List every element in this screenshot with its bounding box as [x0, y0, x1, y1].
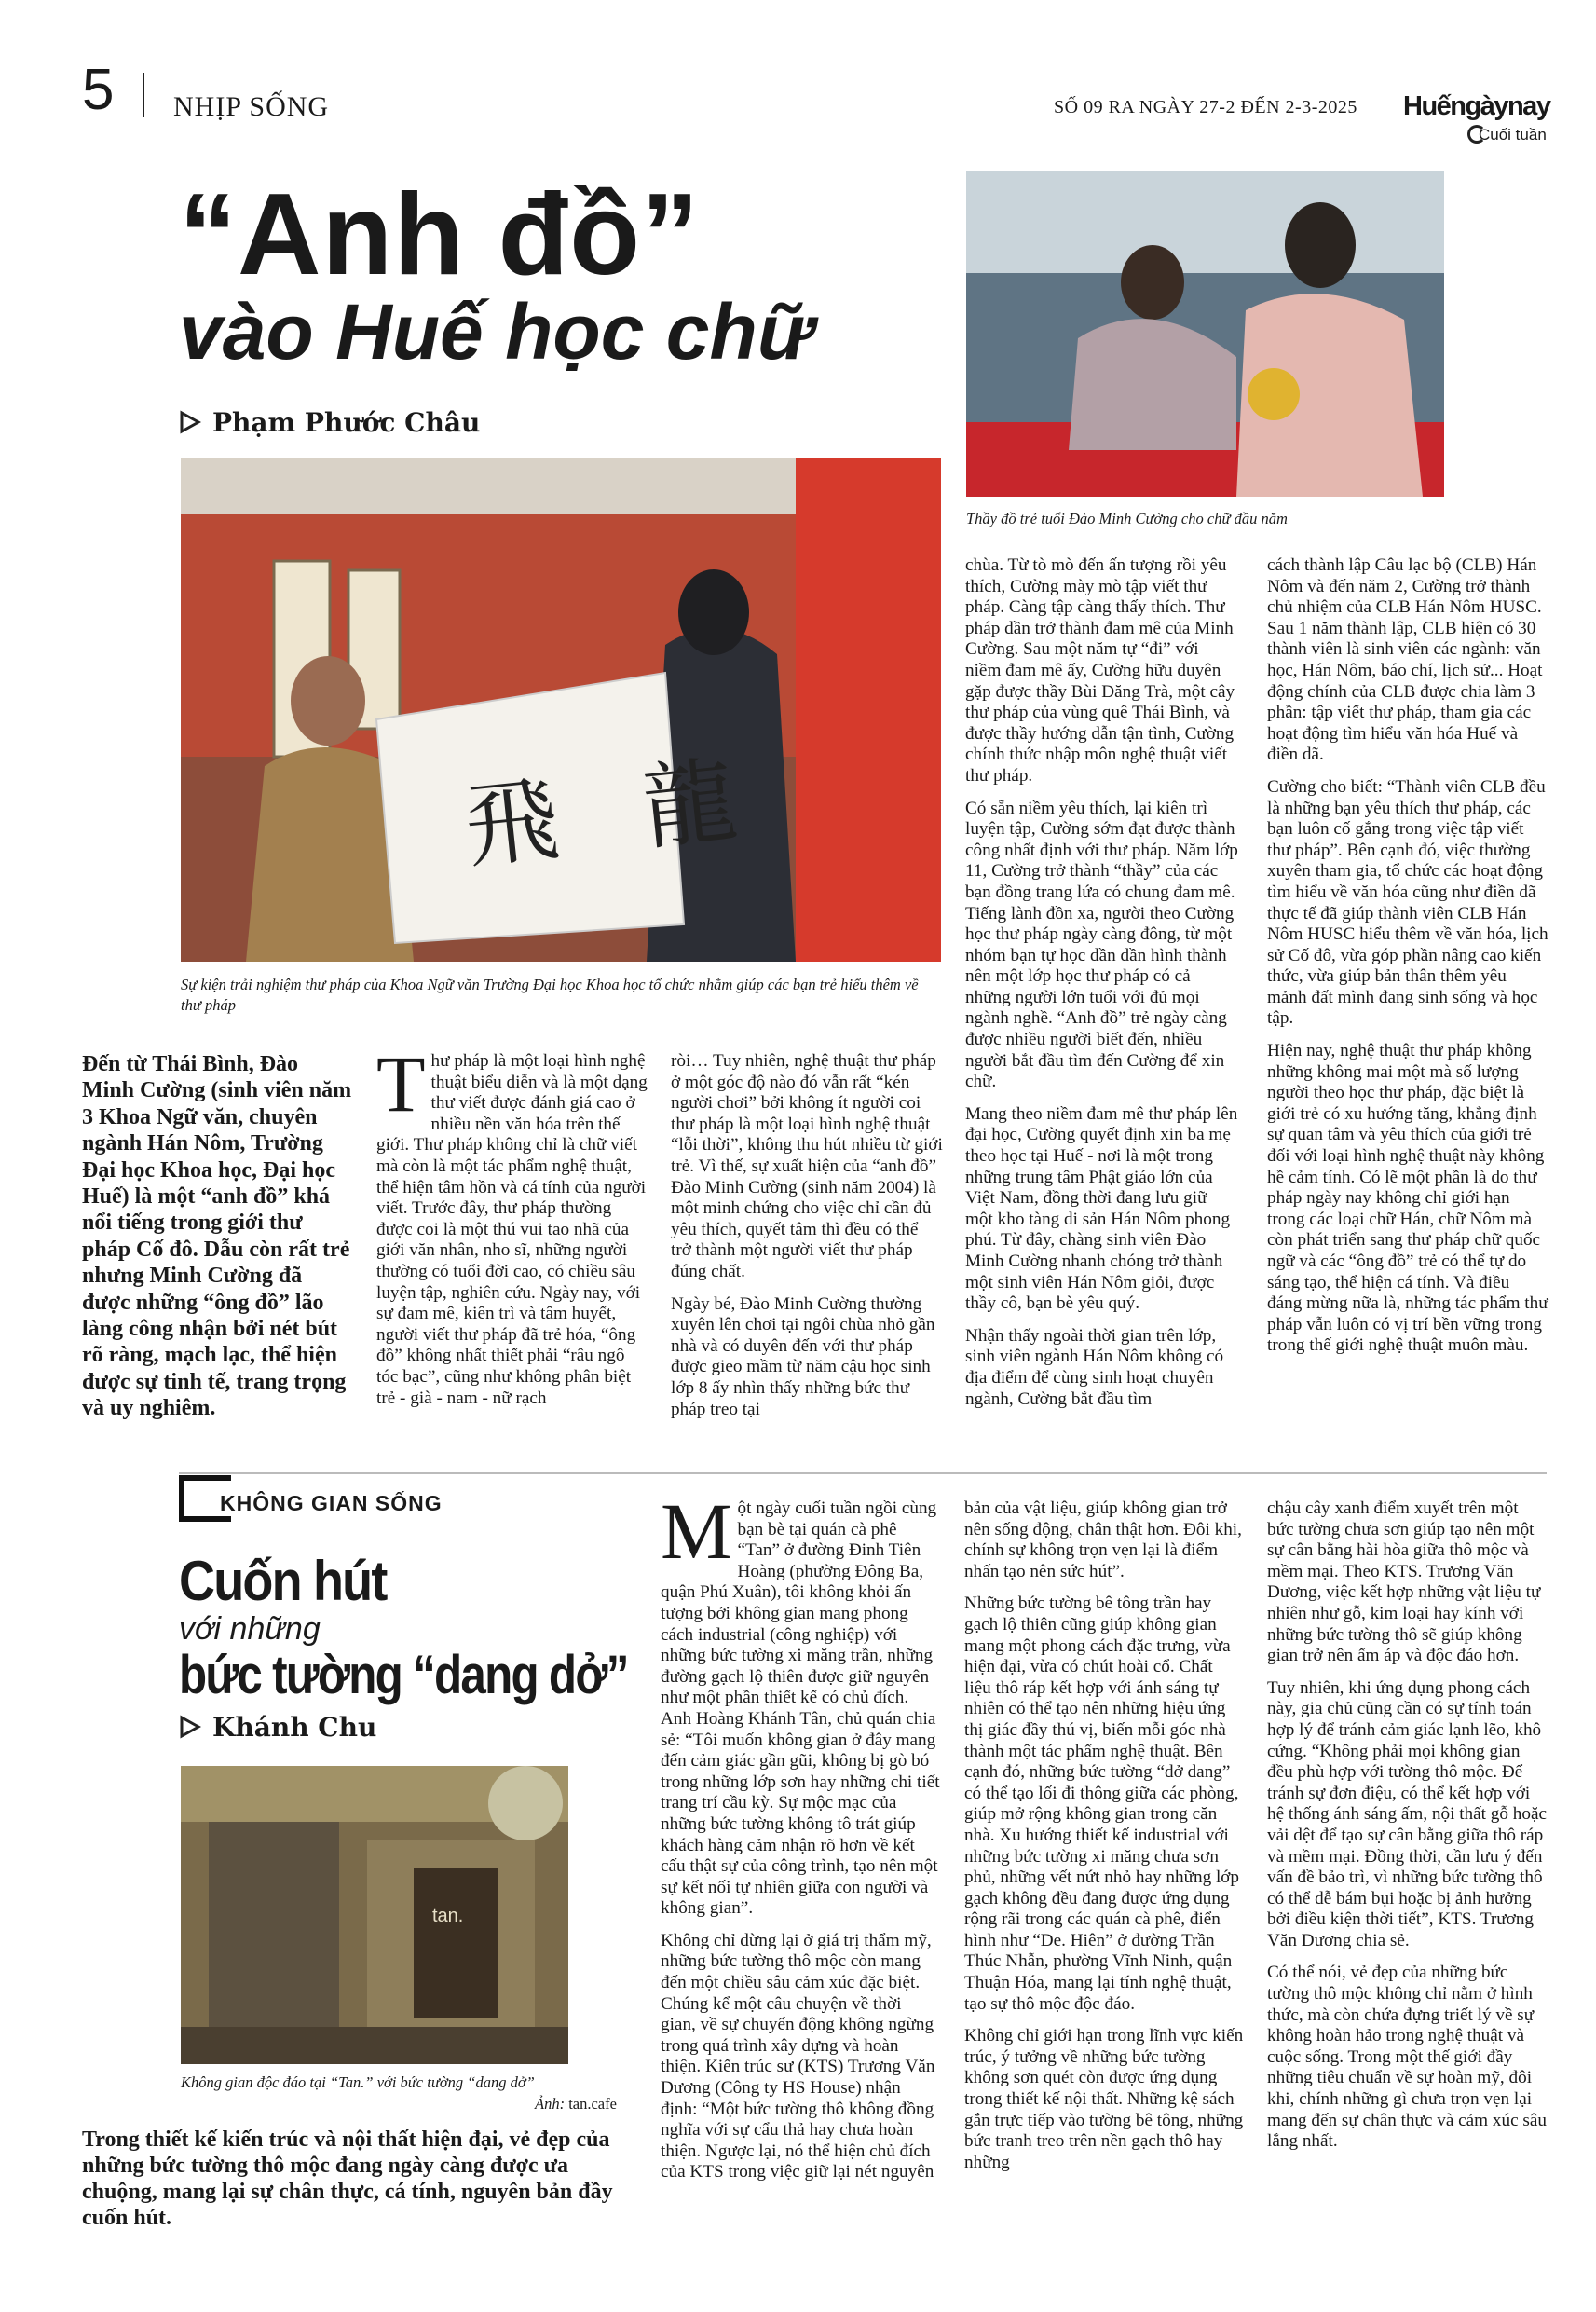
photo-tan-cafe	[181, 1766, 568, 2064]
article1-col3	[965, 555, 1238, 1410]
article2-col1-p1-text: ột ngày cuối tuần ngồi cùng bạn bè tại quán cà phê “Tan” ở đường Đinh Tiên Hoàng (phường Đông Ba, quận Phú Xuân), tôi không khỏi ấn tượng bởi không gian mang phong cách industrial (công nghiệp) với những bức tường xi măng trần, những đường gạch lộ thiên được giữ nguyên như một phần thiết kế có chủ đích. Anh Hoàng Khánh Tân, chủ quán chia sẻ: “Tôi muốn không gian ở đây mang đến cảm giác gần gũi, không bị gò bó trong những lớp sơn hay những chi tiết trang trí cầu kỳ. Sự mộc mạc của những bức tường không tô trát giúp khách hàng cảm nhận rõ hơn về kết cấu thật sự của công trình, tạo nên một sự kết nối tự nhiên giữa con người và không gian”.	[661, 1498, 940, 1919]
photo2-illustration	[966, 171, 1444, 497]
article1-col3-p2: Có sẵn niềm yêu thích, lại kiên trì luyện tập, Cường sớm đạt được thành công nhất định với thư pháp. Năm lớp 11, Cường trở thành “thầy” của các bạn đồng trang lứa có chung đam mê. Tiếng lành đồn xa, người theo Cường học thư pháp ngày càng đông, từ một nhóm bạn tự học dần dần hình thành nên một lớp học thư pháp có cả những người lớn tuổi với đủ mọi ngành nghề. “Anh đồ” trẻ ngày càng được nhiều người biết đến, nhiều người bắt đầu tìm đến Cường để xin chữ.	[965, 798, 1238, 1092]
brand-sub-text: Cuối tuần	[1479, 126, 1547, 144]
article2-col3	[1267, 1498, 1548, 2153]
article1-col2-p1: ròi… Tuy nhiên, nghệ thuật thư pháp ở một góc độ nào đó vẫn rất “kén người chơi” bởi không ít người coi thư pháp là một loại hình nghệ thuật “lỗi thời”, không thu hút nhiều từ giới trẻ. Vì thế, sự xuất hiện của “anh đồ” Đào Minh Cường (sinh năm 2004) là một minh chứng cho việc chỉ cần đủ yêu thích, quyết tâm thì đều có thể trở thành một người viết thư pháp đúng chất.	[671, 1051, 943, 1281]
photo-calligraphy-event	[181, 458, 941, 962]
article2-title-line3: bức tường “dang dở”	[179, 1645, 628, 1705]
article1-col4-p1: cách thành lập Câu lạc bộ (CLB) Hán Nôm và đến năm 2, Cường trở thành chủ nhiệm của CLB Hán Nôm HUSC. Sau 1 năm thành lập, CLB hiện có 30 thành viên là sinh viên các ngành: văn học, Hán Nôm, báo chí, lịch sử... Hoạt động chính của CLB được chia làm 3 phần: tập viết thư pháp, tham gia các hoạt động tìm hiểu văn hóa Huế và điền dã.	[1267, 555, 1543, 765]
photo3-sign-text: tan.	[432, 1906, 464, 1926]
article1-title	[179, 171, 813, 376]
header-divider	[143, 73, 144, 117]
article1-title-line2: vào Huế học chữ	[179, 288, 813, 376]
article1-byline-text	[179, 407, 480, 438]
article2-col2-p3: Không chỉ giới hạn trong lĩnh vực kiến trúc, ý tưởng về những bức tường không sơn quét còn được ứng dụng trong thiết kế nội thất. Những kệ sách gắn trực tiếp vào tường bê tông, những bức tranh treo trên nền gạch thô hay những	[964, 2026, 1244, 2172]
article1-col1	[376, 1039, 648, 1409]
photo1-calligraphy-text: 飛 龍	[459, 742, 770, 882]
article1-author: Phạm Phước Châu	[212, 407, 481, 438]
photo3-credit-source: tan.cafe	[568, 2095, 617, 2113]
article2-col3-p3: Có thể nói, vẻ đẹp của những bức tường thô mộc không chỉ nằm ở hình thức, mà còn chứa đựng triết lý về sự không hoàn hảo trong nghệ thuật và cuộc sống. Trong một thế giới đầy những tiêu chuẩn về sự hoàn mỹ, đôi khi, chính những gì chưa trọn vẹn lại mang đến sự chân thực và cảm xúc sâu lắng nhất.	[1267, 1963, 1547, 2152]
article1-col3-p4: Nhận thấy ngoài thời gian trên lớp, sinh viên ngành Hán Nôm không có địa điểm để cùng sinh hoạt chuyên ngành, Cường bắt đầu tìm	[965, 1325, 1224, 1409]
play-triangle-icon	[179, 1715, 201, 1739]
photo2-caption: Thầy đồ trẻ tuổi Đào Minh Cường cho chữ đầu năm	[966, 510, 1288, 527]
photo3-credit-label: Ảnh:	[535, 2095, 566, 2113]
issue-info: SỐ 09 RA NGÀY 27-2 ĐẾN 2-3-2025	[1054, 97, 1357, 117]
article1-title-line1: “Anh đồ”	[179, 171, 700, 299]
photo-young-calligrapher	[966, 171, 1444, 497]
article1-col3-p3: Mang theo niềm đam mê thư pháp lên đại học, Cường quyết định xin ba mẹ theo học tại Huế - nơi là một trong những trung tâm Phật giáo lớn của Việt Nam, đồng thời đang lưu giữ một kho tàng di sản Hán Nôm phong phú. Từ đây, chàng sinh viên Đào Minh Cường nhanh chóng trở thành một sinh viên Hán Nôm giỏi, được thầy cô, bạn bè yêu quý.	[965, 1103, 1238, 1314]
photo3-credit	[535, 2095, 617, 2114]
article2-col3-p1: chậu cây xanh điểm xuyết trên một bức tường chưa sơn giúp tạo nên một sự cân bằng hài hòa giữa thô mộc và mềm mại. Theo KTS. Trương Văn Dương, việc kết hợp những vật liệu tự nhiên như gỗ, kim loại hay kính với những bức tường thô sẽ giúp không gian trở nên ấm áp và độc đáo hơn.	[1267, 1498, 1541, 1666]
article1-col1-p1	[376, 1039, 648, 1409]
dropcap: M	[661, 1486, 732, 1576]
article1-lead: Đến từ Thái Bình, Đào Minh Cường (sinh viên năm 3 Khoa Ngữ văn, chuyên ngành Hán Nôm, Trường Đại học Khoa học, Đại học Huế) là một “anh đồ” khá nổi tiếng trong giới thư pháp Cố đô. Dẫu còn rất trẻ nhưng Minh Cường đã được những “ông đồ” lão làng công nhận bởi nét bút rõ ràng, mạch lạc, thể hiện được sự tinh tế, trang trọng và uy nghiêm.	[82, 1052, 352, 1421]
article2-section-label: KHÔNG GIAN SỐNG	[216, 1491, 446, 1516]
article2-col3-p2: Tuy nhiên, khi ứng dụng phong cách này, gia chủ cũng cần có sự tính toán hợp lý để tránh cảm giác lạnh lẽo, khô cứng. “Không phải mọi không gian đều phù hợp với tường thô mộc. Để tránh sự đơn điệu, có thể kết hợp với hệ thống ánh sáng ấm, nội thất gỗ hoặc vải dệt để tạo sự cân bằng giữa thô ráp và mềm mại. Đồng thời, cần lưu ý đến vấn đề bảo trì, vì những bức tường thô có thể dễ bám bụi hoặc bị ảnh hưởng bởi điều kiện thời tiết”, KTS. Trương Văn Dương chia sẻ.	[1267, 1677, 1548, 1950]
article1-col4-p2: Cường cho biết: “Thành viên CLB đều là những bạn yêu thích thư pháp, các bạn luôn cố gắng trong việc tập viết thư pháp”. Bên cạnh đó, việc thường xuyên tham gia, tổ chức các hoạt động tìm hiểu về văn hóa cũng như điền dã thực tế đã giúp thành viên CLB Hán Nôm HUSC hiểu thêm về văn hóa, lịch sử Cố đô, vừa góp phần nâng cao kiến thức, vừa giúp bản thân thêm yêu mảnh đất mình đang sinh sống và học tập.	[1267, 776, 1548, 1029]
play-triangle-icon	[179, 410, 201, 434]
article1-col1-p1-text: hư pháp là một loại hình nghệ thuật biểu diễn và là một dạng thư viết được đánh giá cao ở nhiều nền văn hóa trên thế giới. Thư pháp không chỉ là chữ viết mà còn là một tác phẩm nghệ thuật, thể hiện tâm hồn và cá tính của người viết. Trước đây, thư pháp thường được coi là một thú vui tao nhã của giới văn nhân, nho sĩ, những người thường có tuổi đời cao, có chiều sâu luyện tập, nghiên cứu. Ngày nay, với sự đam mê, kiên trì và tâm huyết, người viết thư pháp đã trẻ hóa, “ông đồ” không nhất thiết phải “râu ngô tóc bạc”, cũng như không phân biệt trẻ - già - nam - nữ rạch	[376, 1051, 648, 1408]
article2-col2-p2: Những bức tường bê tông trần hay gạch lộ thiên cũng giúp không gian mang một phong cách đặc trưng, vừa hiện đại, vừa có chút hoài cổ. Chất liệu thô ráp kết hợp với ánh sáng tự nhiên có thể tạo nên những hiệu ứng thị giác đầy thú vị, biến mỗi góc nhà thành một tác phẩm nghệ thuật. Bên cạnh đó, những bức tường “dở dang” có thể tạo lối đi thông giữa các phòng, giúp mở rộng không gian trong căn nhà. Xu hướng thiết kế industrial với những bức tường xi măng chưa sơn phủ, những vết nứt nhỏ hay những lớp gạch không đều đang được ứng dụng rộng rãi trong các quán cà phê, điển hình như “De. Hiên” ở đường Trần Thúc Nhẫn, phường Vĩnh Ninh, quận Thuận Hóa, mang lại tính nghệ thuật, tạo sự thô mộc độc đáo.	[964, 1594, 1240, 2014]
article2-title-line2: với những	[179, 1611, 321, 1647]
photo3-caption: Không gian độc đáo tại “Tan.” với bức tường “dang dở”	[181, 2073, 535, 2091]
article2-title	[179, 1552, 707, 1704]
page-header	[0, 56, 1596, 144]
article2-col1-p2: Không chỉ dừng lại ở giá trị thẩm mỹ, những bức tường thô mộc còn mang đến một chiều sâu cảm xúc đặc biệt. Chúng kể một câu chuyện về thời gian, về sự chuyển động không ngừng trong quá trình xây dựng và hoàn thiện. Kiến trúc sư (KTS) Trương Văn Dương (Công ty HS House) nhận định: “Một bức tường thô không đồng nghĩa với sự cẩu thả hay chưa hoàn thiện. Ngược lại, nó thể hiện chủ đích của KTS trong việc giữ lại nét nguyên	[661, 1930, 935, 2182]
photo1-illustration	[181, 458, 941, 962]
article1-col2	[671, 1051, 943, 1420]
article-divider	[179, 1472, 1547, 1474]
section-title: NHỊP SỐNG	[173, 91, 330, 122]
article2-byline	[179, 1712, 376, 1743]
photo1-caption: Sự kiện trải nghiệm thư pháp của Khoa Ngữ văn Trường Đại học Khoa học tổ chức nhằm giúp các bạn trẻ hiểu thêm về thư pháp	[181, 976, 919, 1014]
photo3-illustration	[181, 1766, 568, 2064]
article2-col2	[964, 1498, 1244, 2173]
article2-lead: Trong thiết kế kiến trúc và nội thất hiện đại, vẻ đẹp của những bức tường thô mộc đang ngày càng được ưa chuộng, mang lại sự chân thực, cá tính, nguyên bản đầy cuốn hút.	[82, 2127, 613, 2230]
page-number: 5	[82, 58, 115, 122]
article1-col4-p3: Hiện nay, nghệ thuật thư pháp không những không mai một mà số lượng người theo học thư pháp, đặc biệt là giới trẻ có xu hướng tăng, khẳng định sự quan tâm và yêu thích của giới trẻ đối với loại hình nghệ thuật này không hề cảm tính. Có lẽ một phần là do thư pháp ngày nay không chỉ giới hạn trong các loại chữ Hán, chữ Nôm mà còn phát triển sang thư pháp chữ quốc ngữ và các “ông đồ” trẻ có thể tự do sáng tạo, thể hiện cá tính. Và điều đáng mừng nữa là, những tác phẩm thư pháp vẫn luôn có vị trí bền vững trong trong thế giới nghệ thuật muôn màu.	[1267, 1041, 1548, 1356]
article2-col1	[661, 1486, 940, 2183]
brand-sub-logo	[1467, 125, 1547, 144]
article1-col2-p2: Ngày bé, Đào Minh Cường thường xuyên lên chơi tại ngôi chùa nhỏ gần nhà và có duyên đến với thư pháp được gieo mầm từ năm cậu học sinh lớp 8 ấy nhìn thấy những bức thư pháp treo tại	[671, 1293, 935, 1419]
article2-col2-p1: bản của vật liệu, giúp không gian trở nên sống động, chân thật hơn. Đôi khi, chính sự không trọn vẹn lại là điểm nhấn tạo nên sức hút”.	[964, 1498, 1242, 1581]
dropcap: T	[376, 1039, 426, 1129]
article1-col3-p1: chùa. Từ tò mò đến ấn tượng rồi yêu thích, Cường mày mò tập viết thư pháp. Càng tập càng thấy thích. Thư pháp dần trở thành đam mê của Minh Cường. Sau một năm tự “đi” với niềm đam mê ấy, Cường hữu duyên gặp được thầy Bùi Đăng Trà, một cây thư pháp của vùng quê Thái Bình, và được thầy hướng dẫn tận tình, Cường chính thức nhập môn nghệ thuật viết thư pháp.	[965, 555, 1235, 786]
article1-col4	[1267, 555, 1548, 1357]
article2-author: Khánh Chu	[212, 1712, 377, 1743]
brand-logo: Huếngàynay	[1403, 91, 1550, 121]
article2-title-line1: Cuốn hút	[179, 1550, 387, 1612]
article2-col1-p1	[661, 1486, 940, 1920]
